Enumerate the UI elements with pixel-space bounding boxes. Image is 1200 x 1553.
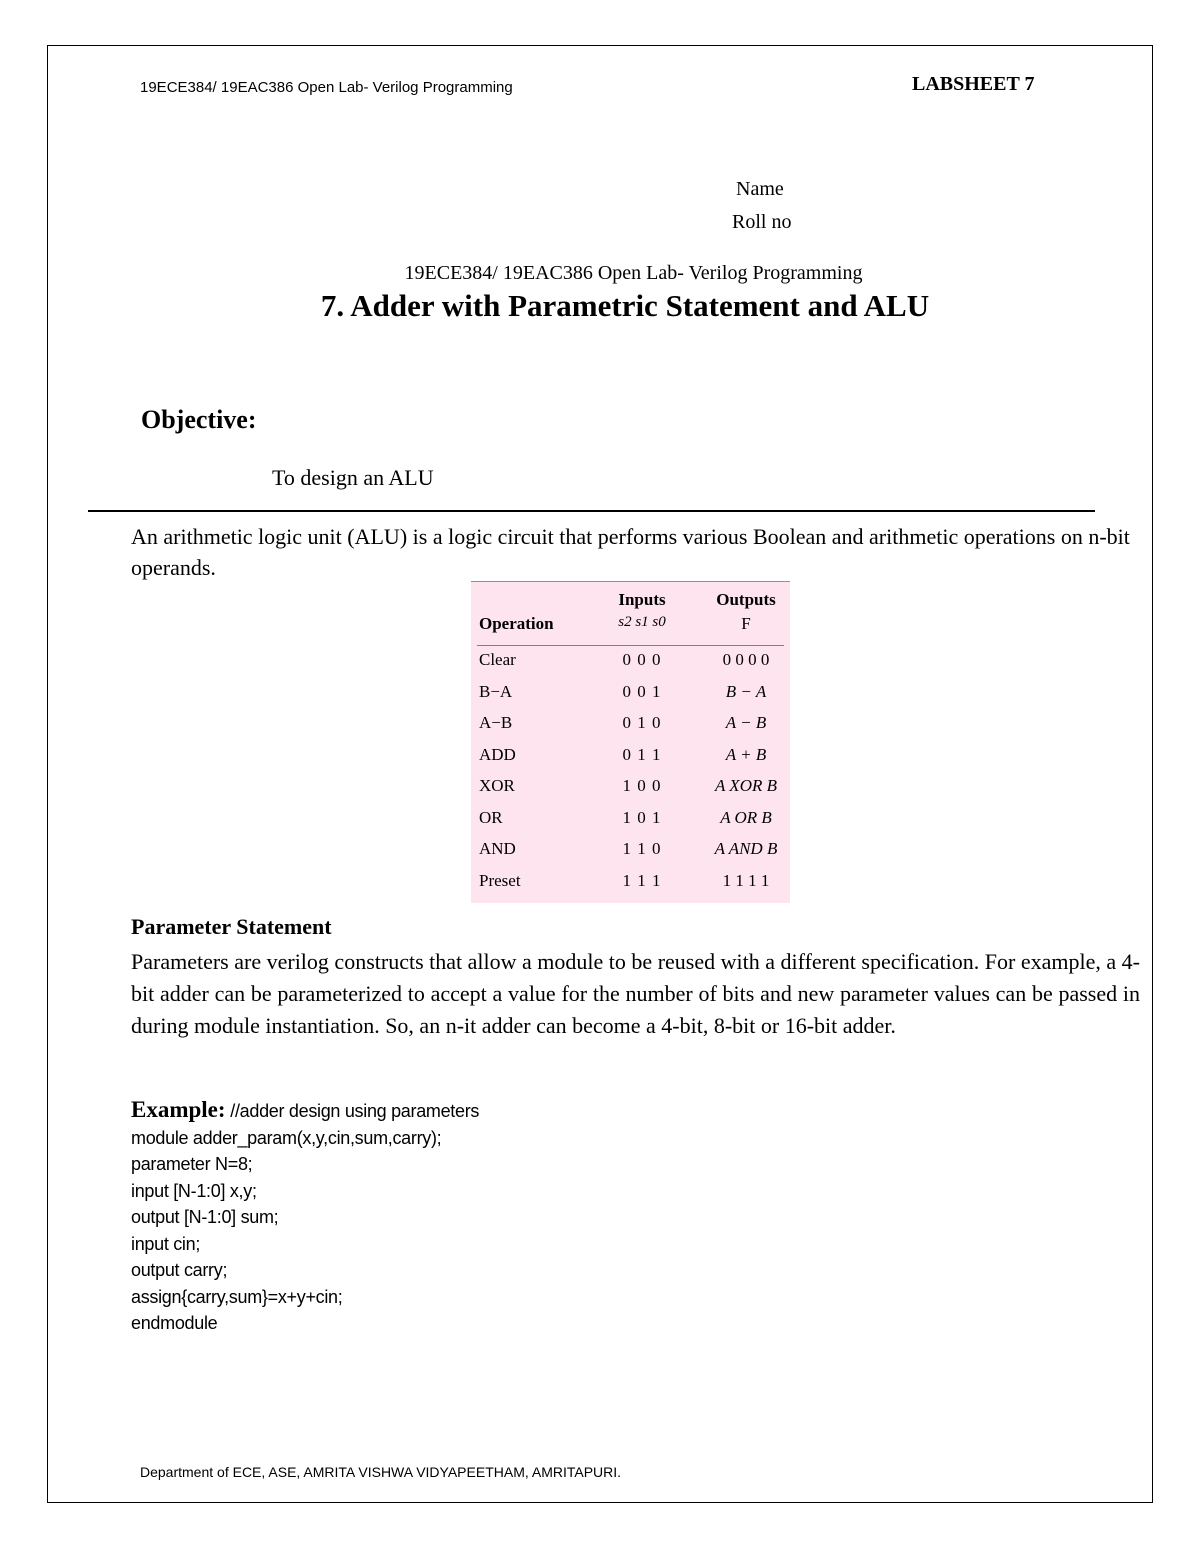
code-line: module adder_param(x,y,cin,sum,carry); (131, 1127, 442, 1148)
inputs-cell: 1 1 0 (622, 839, 662, 858)
outputs-cell: 1 1 1 1 (722, 870, 770, 890)
operation-cell: A−B (479, 713, 513, 732)
roll-label: Roll no (732, 211, 792, 233)
operation-cell: XOR (479, 776, 515, 795)
code-listing (131, 1125, 479, 1337)
inputs-cell: 1 1 1 (622, 870, 662, 890)
inputs-header: Inputs (618, 590, 666, 609)
alu-operation-table (471, 581, 790, 903)
table-top-rule (471, 581, 790, 582)
divider (88, 510, 1095, 512)
code-line: assign{carry,sum}=x+y+cin; (131, 1286, 343, 1307)
operation-cell: B−A (479, 681, 513, 701)
outputs-header: Outputs (716, 590, 776, 609)
operation-cell: OR (479, 807, 503, 827)
outputs-cell: A OR B (720, 807, 772, 827)
inputs-cell: 1 0 1 (622, 807, 662, 827)
operation-header: Operation (479, 614, 554, 633)
table-row (471, 871, 790, 893)
course-line: 19ECE384/ 19EAC386 Open Lab- Verilog Programming (404, 262, 863, 284)
parameter-paragraph: Parameters are verilog constructs that allow a module to be reused with a different specification. For example, a 4-bit adder can be parameterized to accept a value for the number of bits and new parameter values can be passed in during module instantiation. So, an n-it adder can become a 4-bit, 8-bit or 16-bit adder. (131, 949, 1140, 1038)
example-comment: //adder design using parameters (225, 1101, 480, 1121)
operation-cell: ADD (479, 744, 516, 764)
inputs-subheader (610, 614, 674, 631)
outputs-cell: A AND B (714, 839, 778, 858)
outputs-cell: A XOR B (714, 776, 777, 795)
table-row (471, 682, 790, 704)
outputs-cell: A − B (725, 713, 767, 732)
code-line: input [N-1:0] x,y; (131, 1180, 257, 1201)
name-label: Name (736, 178, 784, 200)
footer: Department of ECE, ASE, AMRITA VISHWA VIDYAPEETHAM, AMRITAPURI. (140, 1464, 622, 1480)
table-row (471, 713, 790, 735)
code-line: parameter N=8; (131, 1154, 253, 1174)
select-bits: s2 s1 s0 (618, 614, 666, 630)
code-line: output carry; (131, 1260, 228, 1280)
code-line: endmodule (131, 1313, 218, 1333)
outputs-cell: B − A (725, 681, 767, 701)
objective-heading: Objective: (141, 405, 257, 434)
example-first-line (131, 1097, 479, 1125)
table-row (471, 745, 790, 767)
table-row (471, 650, 790, 672)
header-labsheet: LABSHEET 7 (912, 73, 1035, 95)
code-line: output [N-1:0] sum; (131, 1207, 279, 1227)
outputs-subheader: F (741, 614, 751, 633)
inputs-cell: 1 0 0 (622, 776, 662, 795)
objective-text: To design an ALU (272, 465, 434, 490)
table-row (471, 808, 790, 830)
inputs-cell: 0 1 1 (622, 744, 662, 764)
header-course: 19ECE384/ 19EAC386 Open Lab- Verilog Programming (140, 79, 513, 96)
table-row (471, 839, 790, 861)
operation-cell: AND (479, 839, 516, 858)
intro-paragraph: An arithmetic logic unit (ALU) is a logic circuit that performs various Boolean and arithmetic operations on n-bit operands. (131, 524, 1130, 580)
inputs-cell: 0 0 1 (622, 681, 662, 701)
code-line: input cin; (131, 1233, 201, 1254)
operation-cell: Clear (479, 650, 516, 669)
table-header-rule (477, 645, 784, 646)
inputs-cell: 0 0 0 (622, 650, 662, 669)
page-title: 7. Adder with Parametric Statement and ALU (320, 288, 930, 323)
example-label: Example: (131, 1097, 226, 1122)
table-row (471, 776, 790, 798)
example-block (131, 1097, 479, 1337)
outputs-cell: 0 0 0 0 (722, 650, 770, 669)
inputs-cell: 0 1 0 (622, 713, 662, 732)
parameter-heading: Parameter Statement (131, 914, 332, 939)
outputs-cell: A + B (725, 744, 767, 764)
operation-cell: Preset (479, 870, 521, 890)
